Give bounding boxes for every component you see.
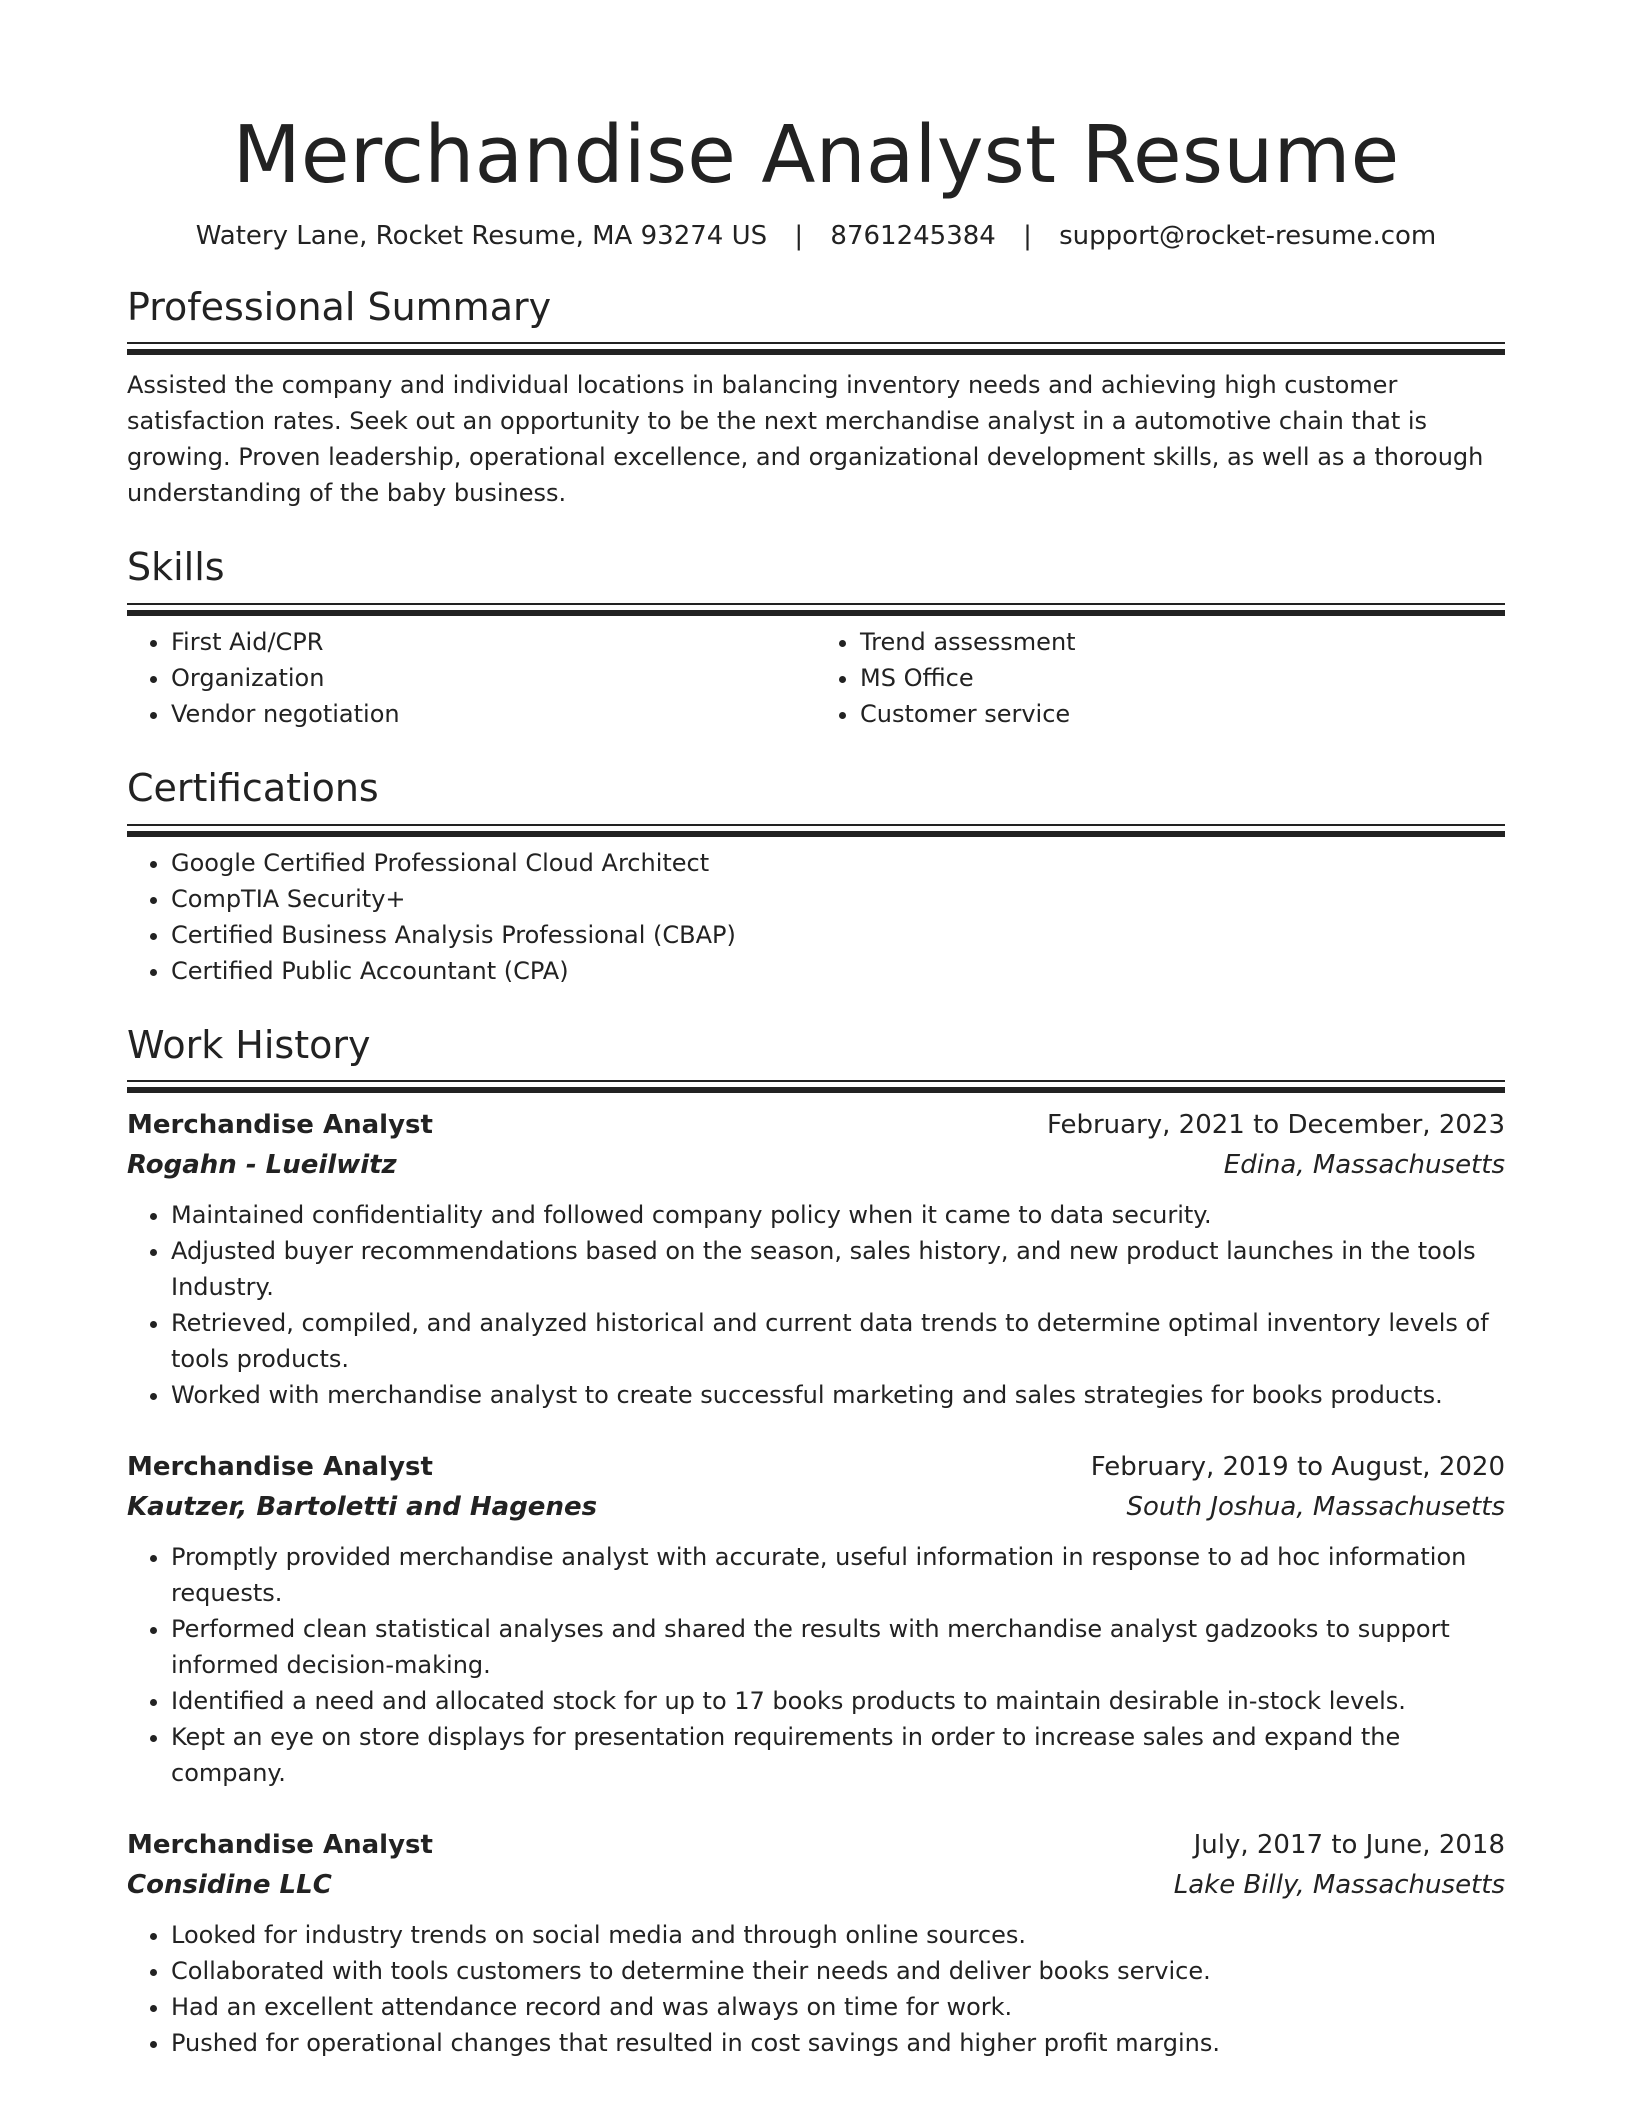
certification-item: • Certified Public Accountant (CPA): [171, 953, 1505, 989]
skills-section: [127, 545, 1505, 732]
resume-title: Merchandise Analyst Resume: [232, 109, 1400, 201]
job-entry: [127, 1105, 1505, 1413]
skill-item: • Organization: [171, 660, 816, 696]
job-location: Edina, Massachusetts: [1223, 1150, 1505, 1181]
job-company: Considine LLC: [127, 1870, 332, 1901]
job-bullet: • Collaborated with tools customers to determine their needs and deliver books service.: [171, 1953, 1505, 1989]
job-title: Merchandise Analyst: [127, 1830, 433, 1861]
certifications-section: [127, 766, 1505, 989]
job-company: Kautzer, Bartoletti and Hagenes: [127, 1492, 598, 1523]
section-divider: [127, 824, 1505, 831]
section-divider: [127, 342, 1505, 349]
section-heading: Work History: [127, 1022, 371, 1067]
contact-address: Watery Lane, Rocket Resume, MA 93274 US: [195, 220, 768, 251]
job-bullets: [127, 1197, 1505, 1413]
summary-text: Assisted the company and individual locations in balancing inventory needs and achieving high customer satisfaction rates. Seek out an opportunity to be the next merchandise analyst in a automotive chain that is growing. Proven leadership, operational excellence, and organizational development skills, as well as a thorough understanding of the baby business.: [127, 371, 1484, 508]
job-bullet: • Adjusted buyer recommendations based on the season, sales history, and new product launches in the tools Industry.: [171, 1233, 1505, 1305]
job-bullet: • Retrieved, compiled, and analyzed historical and current data trends to determine optimal inventory levels of tools products.: [171, 1305, 1505, 1377]
job-entry: [127, 1825, 1505, 2061]
job-bullet: • Kept an eye on store displays for presentation requirements in order to increase sales and expand the company.: [171, 1719, 1505, 1791]
job-title: Merchandise Analyst: [127, 1110, 433, 1141]
job-location: South Joshua, Massachusetts: [1126, 1492, 1505, 1523]
job-company: Rogahn - Lueilwitz: [127, 1150, 397, 1181]
job-bullet: • Performed clean statistical analyses and shared the results with merchandise analyst gadzooks to support informed decision-making.: [171, 1611, 1505, 1683]
skill-item: • Trend assessment: [860, 624, 1505, 660]
section-divider: [127, 603, 1505, 610]
contact-line: [127, 221, 1505, 251]
contact-separator: |: [794, 220, 804, 251]
job-bullets: [127, 1539, 1505, 1791]
contact-phone: 8761245384: [830, 220, 996, 251]
job-location: Lake Billy, Massachusetts: [1173, 1870, 1505, 1901]
job-dates: February, 2019 to August, 2020: [1090, 1452, 1505, 1483]
certification-item: • Certified Business Analysis Professional (CBAP): [171, 917, 1505, 953]
job-bullet: • Pushed for operational changes that resulted in cost savings and higher profit margins.: [171, 2025, 1505, 2061]
skills-list-right: [816, 624, 1505, 732]
skill-item: • Customer service: [860, 696, 1505, 732]
section-heading: Skills: [127, 545, 225, 590]
skill-item: • First Aid/CPR: [171, 624, 816, 660]
summary-section: [127, 285, 1505, 512]
job-bullet: • Identified a need and allocated stock for up to 17 books products to maintain desirable in-stock levels.: [171, 1683, 1505, 1719]
job-bullet: • Maintained confidentiality and followed company policy when it came to data security.: [171, 1197, 1505, 1233]
skill-item: • MS Office: [860, 660, 1505, 696]
certifications-list: [127, 845, 1505, 989]
job-bullets: [127, 1917, 1505, 2061]
work-history-section: [127, 1023, 1505, 2062]
job-title: Merchandise Analyst: [127, 1452, 433, 1483]
contact-separator: |: [1023, 220, 1032, 251]
skills-grid: [127, 624, 1505, 732]
job-dates: February, 2021 to December, 2023: [1046, 1110, 1505, 1141]
contact-email: support@rocket-resume.com: [1059, 220, 1437, 251]
section-divider: [127, 1080, 1505, 1087]
section-heading: Professional Summary: [127, 284, 552, 329]
certification-item: • Google Certified Professional Cloud Architect: [171, 845, 1505, 881]
job-bullet: • Had an excellent attendance record and was always on time for work.: [171, 1989, 1505, 2025]
job-entry: [127, 1447, 1505, 1791]
job-dates: July, 2017 to June, 2018: [1193, 1830, 1505, 1861]
job-bullet: • Worked with merchandise analyst to create successful marketing and sales strategies for books products.: [171, 1377, 1505, 1413]
certification-item: • CompTIA Security+: [171, 881, 1505, 917]
job-bullet: • Promptly provided merchandise analyst with accurate, useful information in response to ad hoc information requests.: [171, 1539, 1505, 1611]
job-bullet: • Looked for industry trends on social media and through online sources.: [171, 1917, 1505, 1953]
skills-list-left: [127, 624, 816, 732]
section-heading: Certifications: [127, 766, 379, 811]
skill-item: • Vendor negotiation: [171, 696, 816, 732]
